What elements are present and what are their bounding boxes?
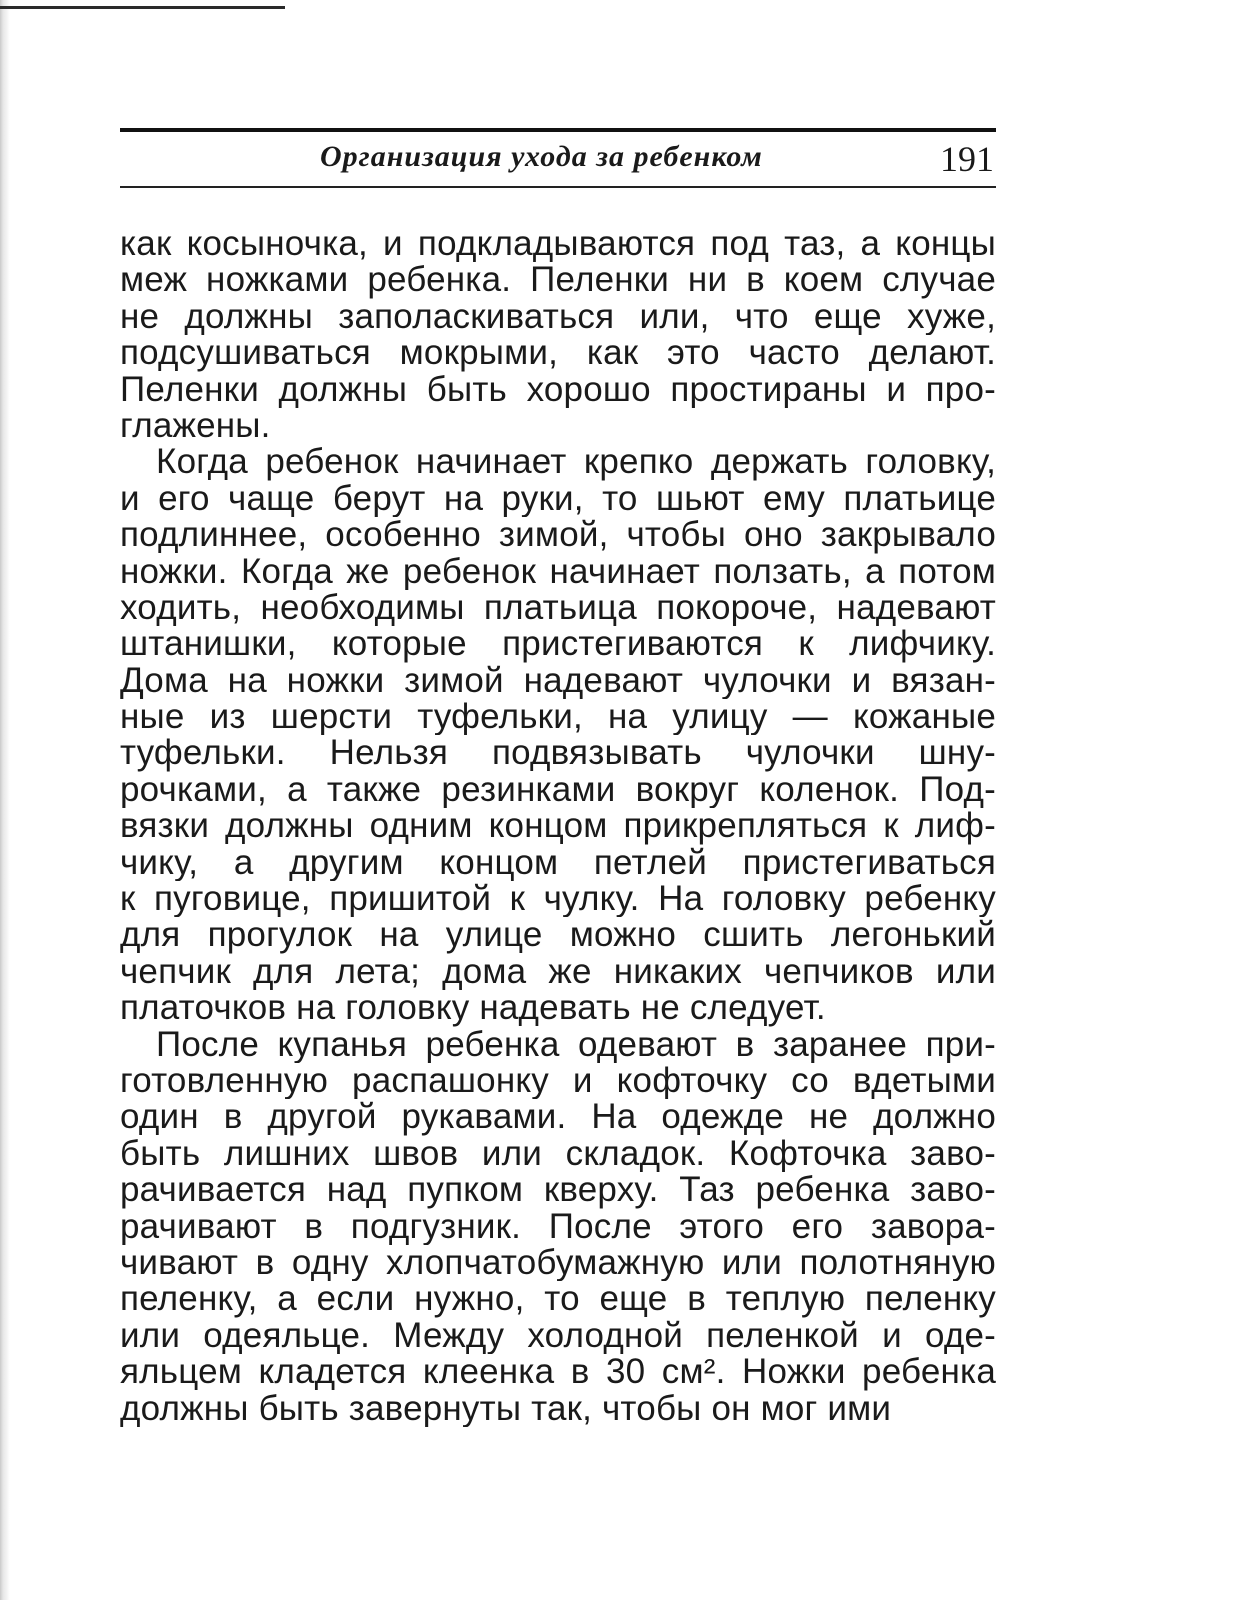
text-line: чивают в одну хлопчатобумажную или полотняную xyxy=(120,1244,996,1282)
text-line: и его чаще берут на руки, то шьют ему платьице xyxy=(120,480,996,518)
text-line: чику, а другим концом петлей пристегиваться xyxy=(120,844,996,882)
text-line: глажены. xyxy=(120,407,271,445)
scan-corner-mark xyxy=(0,6,285,9)
text-line: туфельки. Нельзя подвязывать чулочки шну- xyxy=(120,735,996,772)
text-line: ные из шерсти туфельки, на улицу — кожаные xyxy=(120,699,996,736)
text-line: Дома на ножки зимой надевают чулочки и вязан- xyxy=(120,662,996,700)
running-head xyxy=(120,132,996,186)
text-line: для прогулок на улице можно сшить легонький xyxy=(120,917,996,954)
text-line: рачивается над пупком кверху. Таз ребенка заво- xyxy=(120,1172,996,1209)
text-line: подсушиваться мокрыми, как это часто делают. xyxy=(120,335,996,372)
text-line: После купанья ребенка одевают в заранее при- xyxy=(156,1026,996,1063)
body-text xyxy=(120,226,996,1427)
paragraph xyxy=(120,444,996,1026)
text-line: вязки должны одним концом прикрепляться к лиф- xyxy=(120,808,996,845)
text-line: к пуговице, пришитой к чулку. На головку ребенку xyxy=(120,881,996,918)
text-line: должны быть завернуты так, чтобы он мог ими xyxy=(120,1390,892,1427)
text-line: быть лишних швов или складок. Кофточка заво- xyxy=(120,1135,996,1173)
text-line: как косыночка, и подкладываются под таз, а концы xyxy=(120,226,996,263)
text-line: платочков на головку надевать не следует. xyxy=(120,990,826,1027)
text-line: готовленную распашонку и кофточку со вдетыми xyxy=(120,1062,996,1100)
text-line: Когда ребенок начинает крепко держать головку, xyxy=(156,444,996,481)
text-line: рочками, а также резинками вокруг коленок. Под- xyxy=(120,771,996,809)
text-line: ножки. Когда же ребенок начинает ползать, а потом xyxy=(120,553,996,590)
text-line: рачивают в подгузник. После этого его завора- xyxy=(120,1208,996,1245)
text-line: Пеленки должны быть хорошо простираны и про- xyxy=(120,371,996,408)
paragraph xyxy=(120,226,996,444)
text-line: один в другой рукавами. На одежде не должно xyxy=(120,1099,996,1136)
text-line: яльцем кладется клеенка в 30 см². Ножки ребенка xyxy=(120,1354,996,1391)
text-line: или одеяльце. Между холодной пеленкой и оде- xyxy=(120,1317,996,1355)
text-line: пеленку, а если нужно, то еще в теплую пеленку xyxy=(120,1281,996,1318)
header-rule-bottom xyxy=(120,186,996,188)
text-line: штанишки, которые пристегиваются к лифчику. xyxy=(120,626,996,663)
text-line: ходить, необходимы платьица покороче, надевают xyxy=(120,589,996,627)
text-line: подлиннее, особенно зимой, чтобы оно закрывало xyxy=(120,517,996,554)
running-title: Организация ухода за ребенком xyxy=(320,140,763,173)
page-number: 191 xyxy=(940,139,994,179)
book-page xyxy=(120,128,996,1427)
paragraph xyxy=(120,1027,996,1427)
text-line: чепчик для лета; дома же никаких чепчиков или xyxy=(120,953,996,991)
text-line: меж ножками ребенка. Пеленки ни в коем случае xyxy=(120,262,996,299)
text-line: не должны заполаскиваться или, что еще хуже, xyxy=(120,298,996,336)
scan-edge xyxy=(0,0,10,1600)
